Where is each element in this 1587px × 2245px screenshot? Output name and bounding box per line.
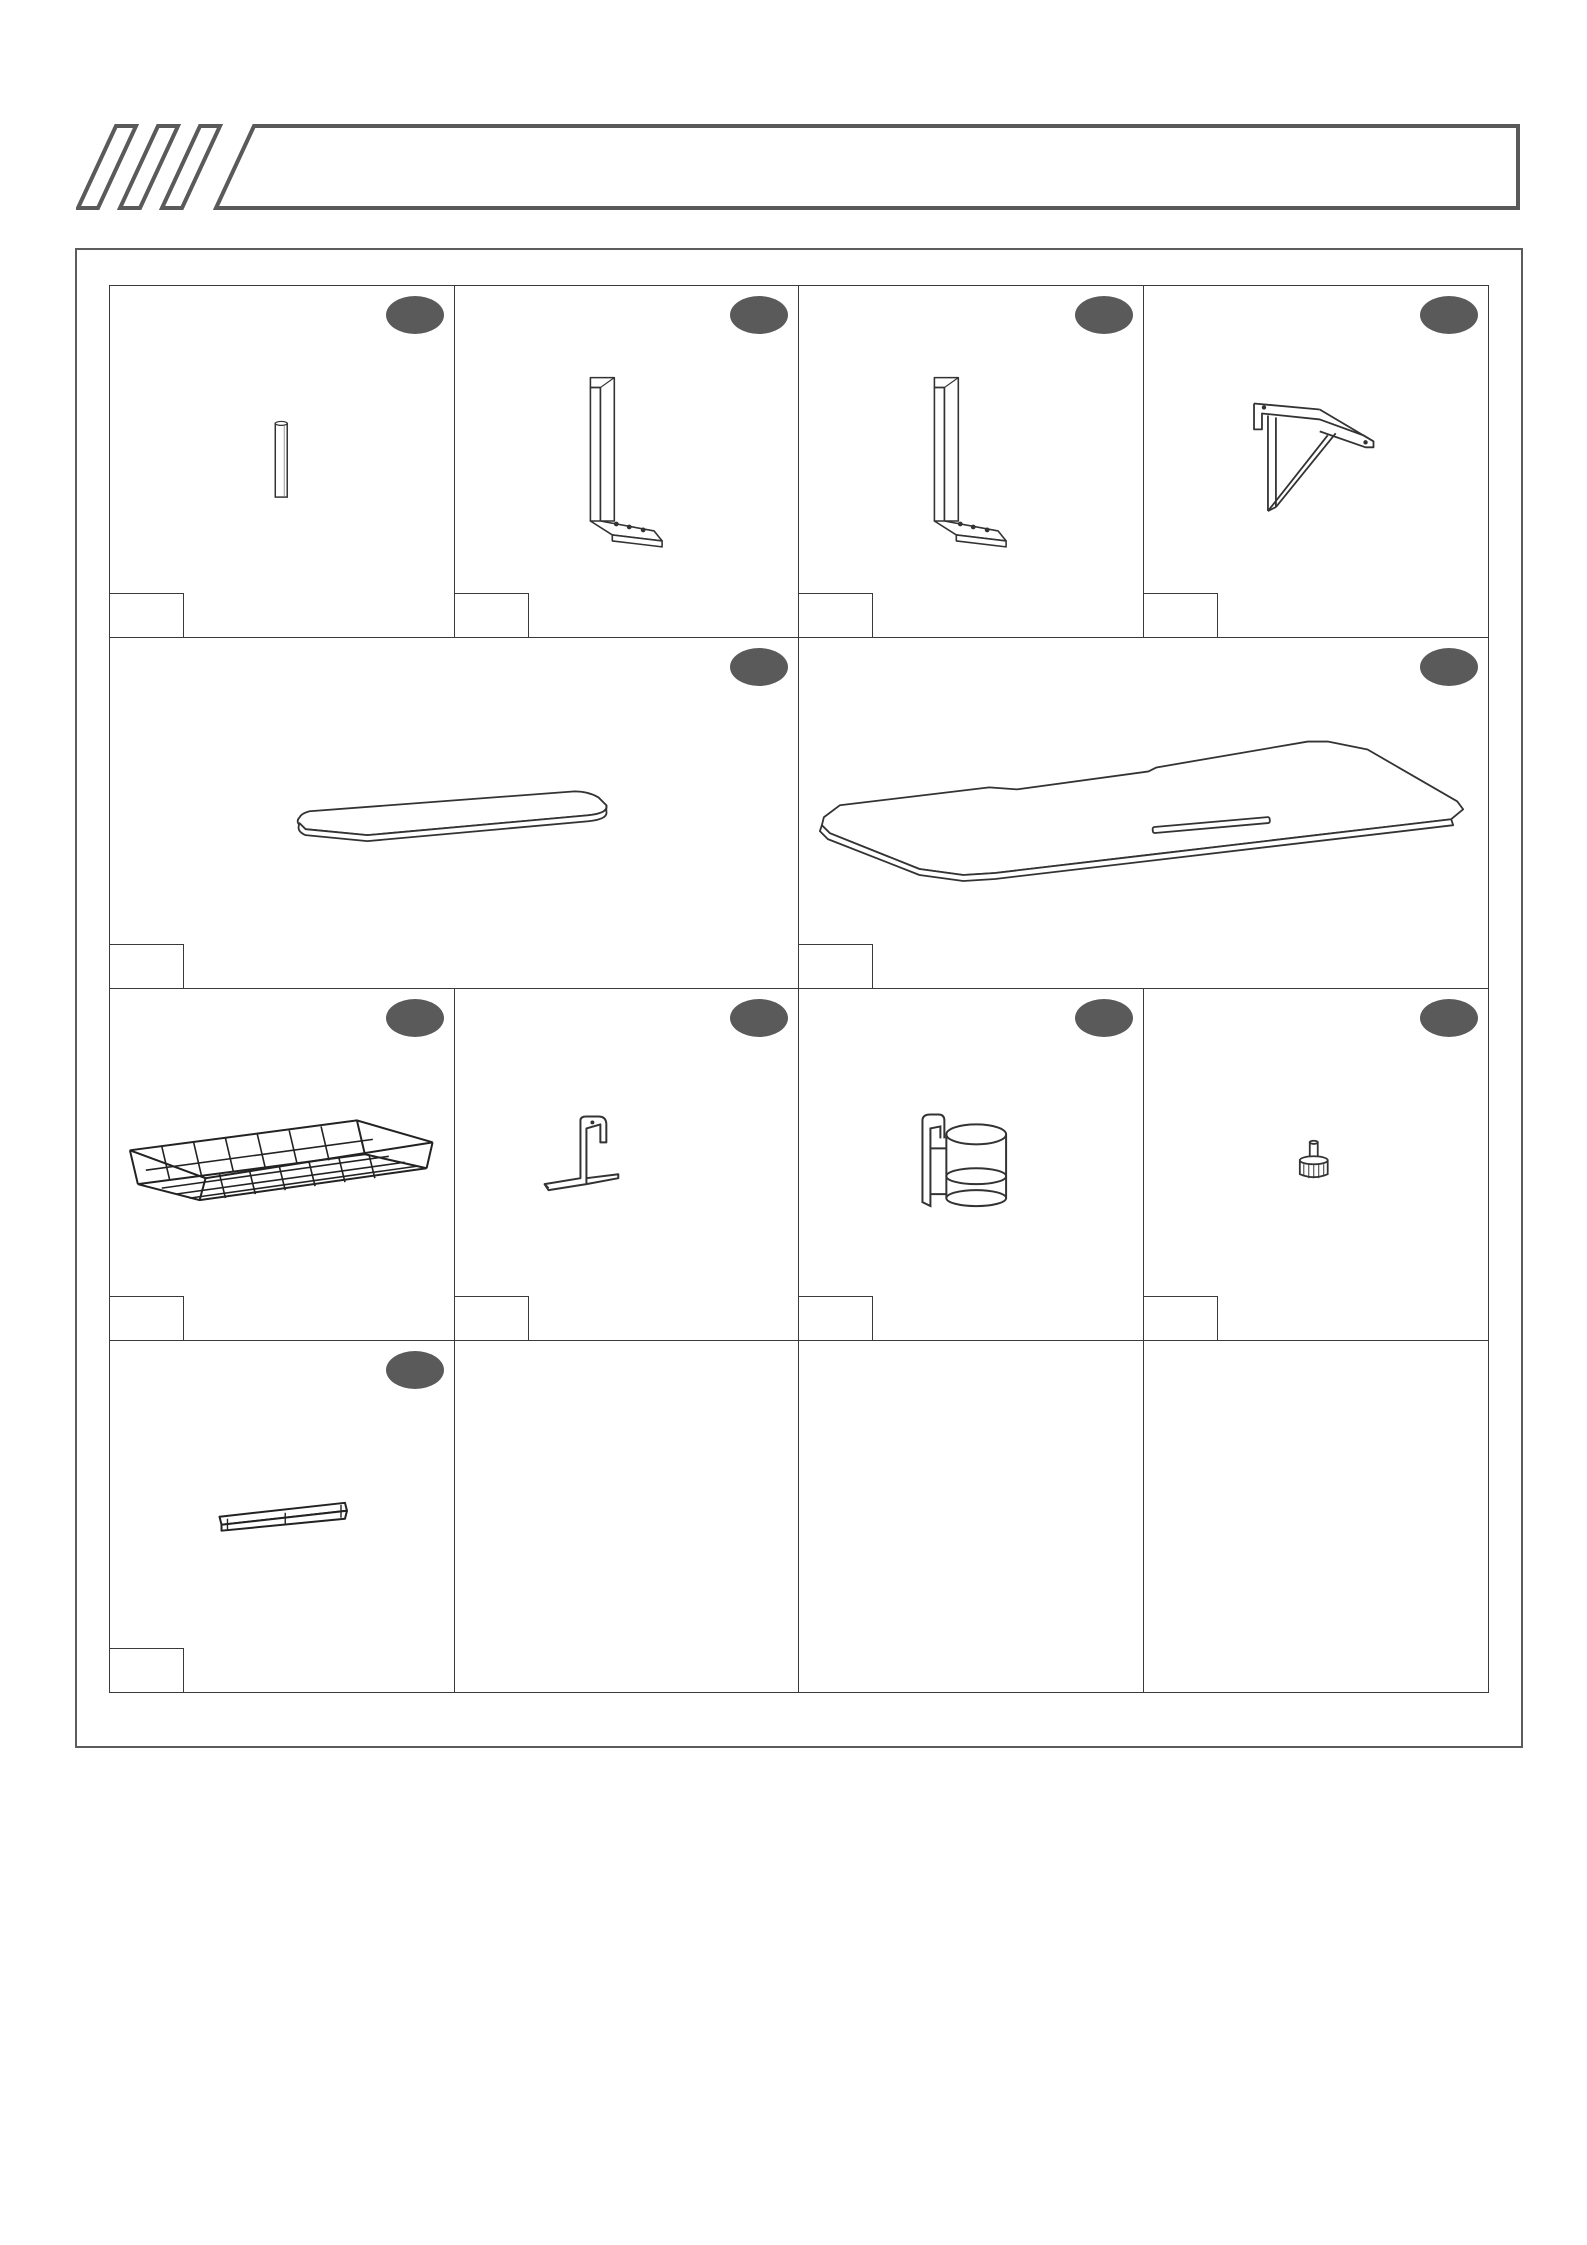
part-cell-6: [799, 638, 1488, 990]
part-number-badge: [386, 1351, 444, 1389]
l-leg-bracket-icon: [799, 286, 1143, 637]
part-number-badge: [730, 648, 788, 686]
part-number-badge: [1075, 999, 1133, 1037]
quantity-box: [110, 1648, 184, 1692]
part-cell-9: [799, 989, 1144, 1341]
empty-cell: [799, 1341, 1144, 1693]
parts-grid: [109, 285, 1489, 1693]
part-number-badge: [1420, 296, 1478, 334]
header-stripes-decoration: [76, 122, 1522, 214]
desktop-board-icon: [799, 638, 1488, 989]
empty-cell: [455, 1341, 800, 1693]
part-cell-2: [455, 286, 800, 638]
part-number-badge: [730, 296, 788, 334]
leveling-foot-icon: [1144, 989, 1489, 1340]
part-cell-8: [455, 989, 800, 1341]
hook-bracket-icon: [455, 989, 799, 1340]
l-leg-bracket-icon: [455, 286, 799, 637]
part-cell-10: [1144, 989, 1489, 1341]
dowel-pin-icon: [110, 286, 454, 637]
quantity-box: [110, 593, 184, 637]
quantity-box: [110, 1296, 184, 1340]
quantity-box: [1144, 593, 1218, 637]
part-number-badge: [730, 999, 788, 1037]
part-cell-1: [110, 286, 455, 638]
part-cell-4: [1144, 286, 1489, 638]
empty-cell: [1144, 1341, 1489, 1693]
quantity-box: [455, 1296, 529, 1340]
quantity-box: [110, 944, 184, 988]
section-header: [76, 122, 1522, 214]
part-number-badge: [1075, 296, 1133, 334]
quantity-box: [1144, 1296, 1218, 1340]
cup-holder-icon: [799, 989, 1143, 1340]
part-number-badge: [1420, 999, 1478, 1037]
part-cell-5: [110, 638, 799, 990]
quantity-box: [799, 944, 873, 988]
quantity-box: [799, 1296, 873, 1340]
part-number-badge: [386, 296, 444, 334]
part-number-badge: [1420, 648, 1478, 686]
small-shelf-board-icon: [110, 638, 798, 989]
quantity-box: [799, 593, 873, 637]
cable-grommet-strip-icon: [110, 1341, 454, 1693]
part-cell-11: [110, 1341, 455, 1693]
triangle-support-bracket-icon: [1144, 286, 1489, 637]
part-cell-7: [110, 989, 455, 1341]
part-cell-3: [799, 286, 1144, 638]
wire-basket-icon: [110, 989, 454, 1340]
part-number-badge: [386, 999, 444, 1037]
quantity-box: [455, 593, 529, 637]
